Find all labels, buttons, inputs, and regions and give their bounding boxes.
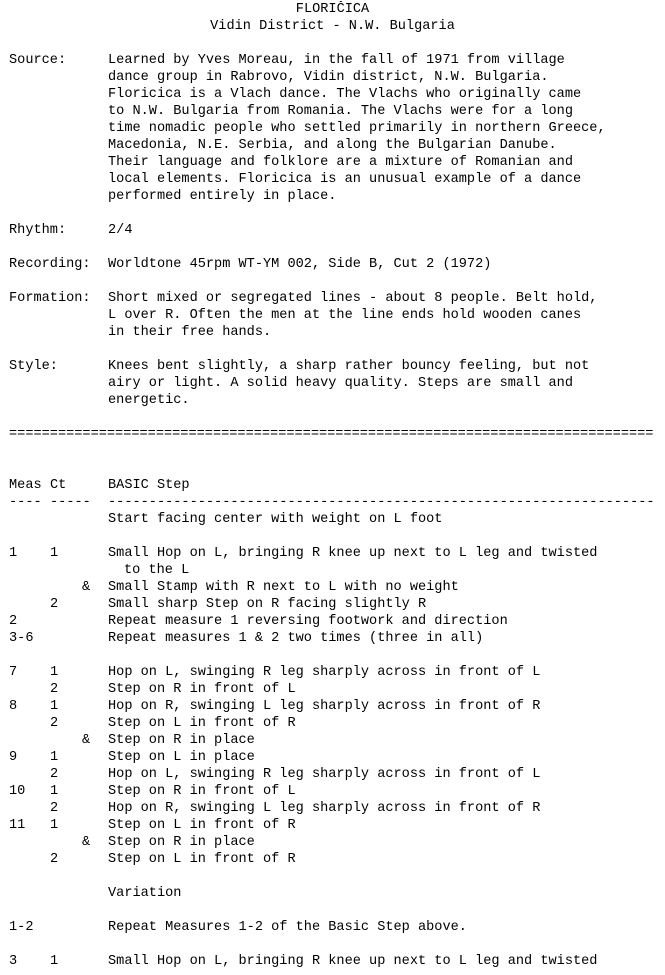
row-and-count — [82, 698, 108, 715]
field-label-rhythm: Rhythm: — [9, 223, 67, 238]
table-row — [9, 766, 659, 783]
field-recording — [9, 256, 659, 273]
row-measure — [9, 596, 50, 613]
formation-line: Short mixed or segregated lines - about 8 people. Belt hold, — [108, 291, 598, 306]
source-line: time nomadic people who settled primarily in northern Greece, — [108, 121, 606, 136]
row-and-count — [82, 749, 108, 766]
intro-text: Start facing center with weight on L foot — [108, 512, 443, 527]
row-measure — [9, 732, 50, 749]
variation-rows-2 — [9, 953, 659, 970]
row-count: 1 — [50, 784, 59, 799]
basic-step-rows-2 — [9, 664, 659, 868]
variation-heading: Variation — [108, 886, 182, 901]
row-count: 1 — [50, 699, 59, 714]
header-rule-meas: ---- — [9, 495, 42, 510]
row-and-count — [82, 630, 108, 647]
table-row — [9, 681, 659, 698]
style-line: airy or light. A solid heavy quality. Steps are small and — [108, 376, 573, 391]
row-and-count: & — [82, 580, 91, 595]
table-row — [9, 953, 659, 970]
source-line: performed entirely in place. — [108, 189, 337, 204]
row-description: Repeat Measures 1-2 of the Basic Step above. — [108, 920, 467, 935]
row-count — [50, 579, 82, 596]
row-and-count — [82, 851, 108, 868]
table-row — [9, 630, 659, 647]
row-count — [50, 834, 82, 851]
table-intro-row — [9, 511, 659, 528]
row-measure: 10 — [9, 784, 26, 799]
row-measure — [9, 800, 50, 817]
header-meas: Meas — [9, 478, 42, 493]
row-and-count — [82, 817, 108, 834]
variation-rows — [9, 919, 659, 936]
source-line: to N.W. Bulgaria from Romania. The Vlachs were for a long — [108, 104, 573, 119]
row-count: 1 — [50, 665, 59, 680]
row-description: Small Hop on L, bringing R knee up next to L leg and twisted — [108, 954, 598, 969]
table-row — [9, 732, 659, 749]
spacer — [9, 528, 659, 545]
spacer — [9, 341, 659, 358]
row-count — [50, 919, 82, 936]
row-description: Hop on L, swinging R leg sharply across in front of L — [108, 665, 541, 680]
row-and-count — [82, 800, 108, 817]
row-and-count — [82, 681, 108, 698]
row-measure — [9, 715, 50, 732]
source-line: Floricica is a Vlach dance. The Vlachs who originally came — [108, 87, 582, 102]
table-row — [9, 919, 659, 936]
spacer — [9, 936, 659, 953]
row-and-count — [82, 715, 108, 732]
table-row — [9, 851, 659, 868]
table-row-continuation — [9, 562, 659, 579]
table-row — [9, 579, 659, 596]
row-description: Step on R in front of L — [108, 784, 296, 799]
source-line: Macedonia, N.E. Serbia, and along the Bulgarian Danube. — [108, 138, 557, 153]
basic-step-rows — [9, 545, 659, 647]
spacer — [9, 460, 659, 477]
row-measure: 2 — [9, 614, 18, 629]
spacer — [9, 647, 659, 664]
field-body-formation — [108, 290, 659, 341]
row-count: 1 — [50, 750, 59, 765]
row-count: 2 — [50, 801, 59, 816]
double-separator: =============================================================================== — [9, 427, 654, 442]
row-description: Step on R in place — [108, 733, 255, 748]
row-count — [50, 613, 82, 630]
table-row — [9, 698, 659, 715]
row-description: Hop on R, swinging L leg sharply across in front of R — [108, 699, 541, 714]
row-description: Step on L in front of R — [108, 716, 296, 731]
row-description: Hop on L, swinging R leg sharply across in front of L — [108, 767, 541, 782]
source-line: Learned by Yves Moreau, in the fall of 1971 from village — [108, 53, 565, 68]
row-and-count — [82, 766, 108, 783]
spacer — [9, 902, 659, 919]
row-and-count — [82, 664, 108, 681]
style-line: energetic. — [108, 393, 190, 408]
header-desc: BASIC Step — [108, 478, 190, 493]
row-count: 2 — [50, 852, 59, 867]
table-row — [9, 596, 659, 613]
field-label-formation: Formation: — [9, 291, 91, 306]
field-body-style — [108, 358, 659, 409]
row-and-count — [82, 596, 108, 613]
row-measure — [9, 579, 50, 596]
row-measure: 3-6 — [9, 631, 34, 646]
row-and-count — [82, 783, 108, 800]
formation-line: in their free hands. — [108, 325, 272, 340]
row-count: 2 — [50, 682, 59, 697]
spacer — [9, 35, 659, 52]
spacer — [9, 239, 659, 256]
row-description: Small Hop on L, bringing R knee up next to L leg and twisted — [108, 546, 598, 561]
field-label-source: Source: — [9, 53, 67, 68]
field-formation — [9, 290, 659, 341]
field-body-recording — [108, 256, 659, 273]
spacer — [9, 443, 659, 460]
field-style — [9, 358, 659, 409]
field-label-style: Style: — [9, 359, 58, 374]
source-line: dance group in Rabrovo, Vidin district, N.W. Bulgaria. — [108, 70, 549, 85]
row-count: 1 — [50, 954, 59, 969]
row-description: Step on L in front of R — [108, 852, 296, 867]
source-line: Their language and folklore are a mixture of Romanian and — [108, 155, 573, 170]
spacer — [9, 409, 659, 426]
row-measure — [9, 834, 50, 851]
row-count: 1 — [50, 546, 59, 561]
recording-value: Worldtone 45rpm WT-YM 002, Side B, Cut 2 (1972) — [108, 257, 492, 272]
row-count: 2 — [50, 597, 59, 612]
table-row — [9, 834, 659, 851]
variation-heading-row — [9, 885, 659, 902]
spacer — [9, 868, 659, 885]
field-source — [9, 52, 659, 205]
table-row — [9, 783, 659, 800]
row-and-count: & — [82, 835, 91, 850]
row-description: Small sharp Step on R facing slightly R — [108, 597, 427, 612]
table-row — [9, 749, 659, 766]
table-header — [9, 477, 659, 494]
table-row — [9, 817, 659, 834]
row-measure — [9, 681, 50, 698]
row-and-count — [82, 613, 108, 630]
row-description: Repeat measures 1 & 2 two times (three in all) — [108, 631, 484, 646]
field-body-source — [108, 52, 659, 205]
spacer — [9, 273, 659, 290]
row-count: 2 — [50, 716, 59, 731]
formation-line: L over R. Often the men at the line ends hold wooden canes — [108, 308, 582, 323]
row-and-count — [82, 545, 108, 562]
table-row — [9, 545, 659, 562]
row-and-count — [82, 919, 108, 936]
header-rule-ct: ----- — [50, 495, 91, 510]
row-measure: 8 — [9, 699, 18, 714]
dance-notes-document — [9, 1, 659, 970]
row-count — [50, 732, 82, 749]
table-header-rule — [9, 494, 659, 511]
row-and-count — [82, 953, 108, 970]
field-label-recording: Recording: — [9, 257, 91, 272]
row-measure: 1-2 — [9, 920, 34, 935]
header-ct: Ct — [50, 478, 67, 493]
row-and-count: & — [82, 733, 91, 748]
row-description: Repeat measure 1 reversing footwork and direction — [108, 614, 508, 629]
field-rhythm — [9, 222, 659, 239]
table-row — [9, 800, 659, 817]
row-measure: 11 — [9, 818, 26, 833]
table-row — [9, 664, 659, 681]
row-count: 1 — [50, 818, 59, 833]
row-description: Step on R in front of L — [108, 682, 296, 697]
row-measure: 3 — [9, 954, 18, 969]
row-measure — [9, 851, 50, 868]
table-row — [9, 613, 659, 630]
row-description: Step on L in place — [108, 750, 255, 765]
row-measure: 1 — [9, 546, 18, 561]
table-row — [9, 715, 659, 732]
document-title: FLORIČICA — [295, 2, 370, 17]
row-measure — [9, 766, 50, 783]
style-line: Knees bent slightly, a sharp rather bouncy feeling, but not — [108, 359, 590, 374]
row-description-continuation: to the L — [124, 563, 190, 578]
row-description: Hop on R, swinging L leg sharply across in front of R — [108, 801, 541, 816]
spacer — [9, 205, 659, 222]
document-subtitle: Vidin District - N.W. Bulgaria — [210, 19, 455, 34]
rhythm-value: 2/4 — [108, 223, 133, 238]
source-line: local elements. Floricica is an unusual example of a dance — [108, 172, 582, 187]
row-count — [50, 630, 82, 647]
header-rule-desc: ------------------------------------------------------------------- — [108, 495, 655, 510]
row-description: Small Stamp with R next to L with no weight — [108, 580, 459, 595]
row-description: Step on R in place — [108, 835, 255, 850]
row-count: 2 — [50, 767, 59, 782]
field-body-rhythm — [108, 222, 659, 239]
row-measure: 9 — [9, 750, 18, 765]
row-description: Step on L in front of R — [108, 818, 296, 833]
row-measure: 7 — [9, 665, 18, 680]
